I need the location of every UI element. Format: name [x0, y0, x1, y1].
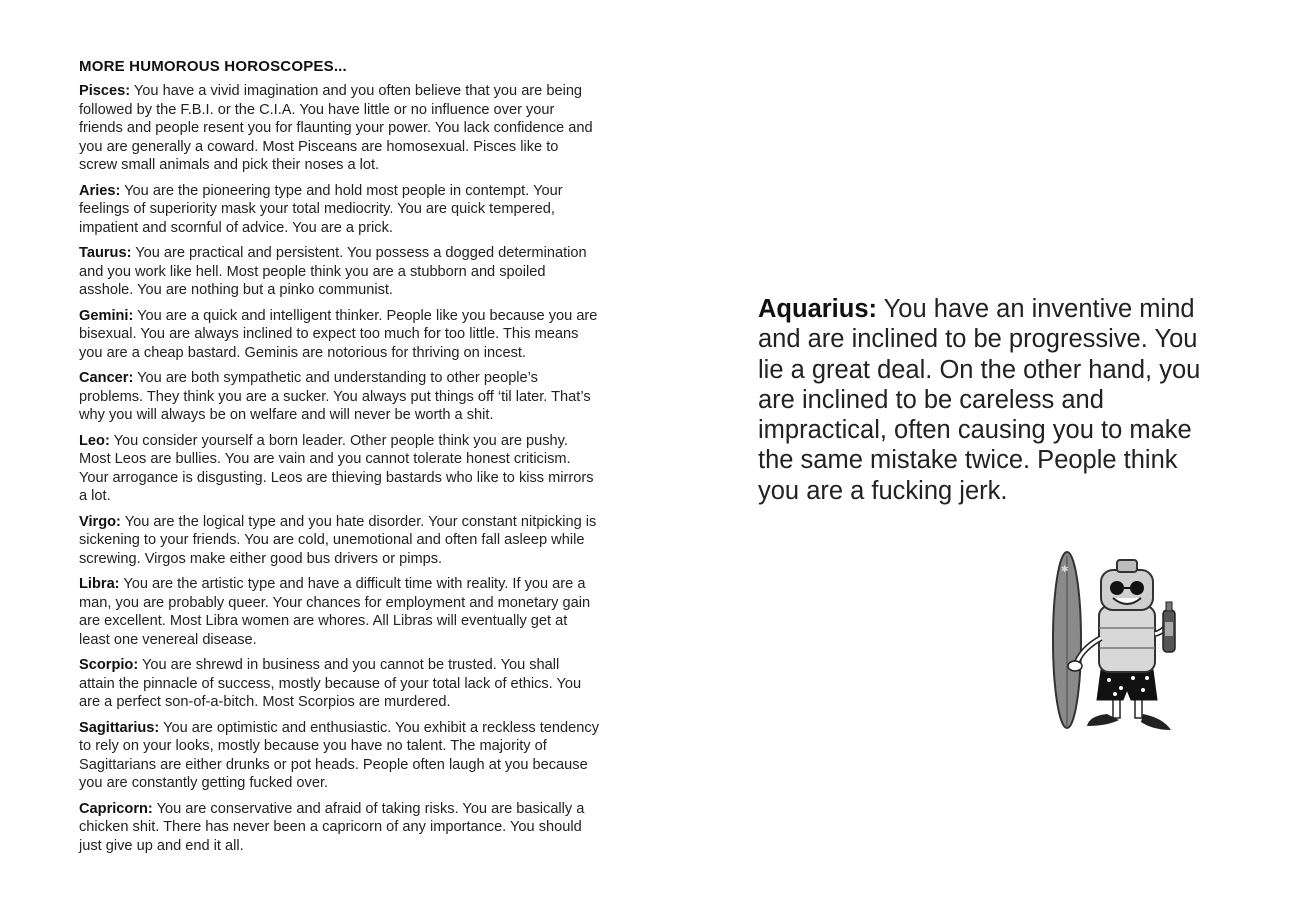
- entry-text: You are the artistic type and have a difficult time with reality. If you are a man, you are probably queer. Your chances for employment and monetary gain are excellent. Most Libra women are whores. All Libras will eventually get at least one venereal disease.: [79, 576, 591, 648]
- entry-text: You have a vivid imagination and you often believe that you are being followed by the F.B.I. or the C.I.A. You have little or no influence over your friends and people resent you for flaunting your power. You lack confidence and you are generally a coward. Most Pisceans are homosexual. Pisces like to screw small animals and pick their noses a lot.: [79, 83, 593, 173]
- entry-text: You are a quick and intelligent thinker. People like you because you are bisexual. You are always inclined to expect too much for too little. This means you are a cheap bastard. Geminis are notorious for thriving on incest.: [79, 307, 598, 361]
- water-cooler-jug-surfer-icon: [1035, 548, 1185, 748]
- aquarius-feature: [758, 294, 1208, 506]
- sign-name: Pisces:: [79, 83, 131, 99]
- sign-name: Virgo:: [79, 513, 121, 530]
- horoscope-entry-pisces: [79, 82, 599, 175]
- entry-text: You have an inventive mind and are inclined to be progressive. You lie a great deal. On the other hand, you are inclined to be careless and impractical, often causing you to make the same mistake twice. People think you are a fucking jerk.: [758, 295, 1201, 505]
- page-heading: MORE HUMOROUS HOROSCOPES...: [79, 58, 347, 75]
- entry-text: You are both sympathetic and understanding to other people’s problems. They think you are a sucker. You always put things off ‘til later. That’s why you will always be on welfare and will never be worth a shit.: [79, 370, 591, 423]
- sign-name: Capricorn:: [79, 800, 153, 817]
- surfboard-icon: [1053, 552, 1081, 728]
- horoscope-entry-sagittarius: [79, 719, 599, 793]
- entry-text: You are optimistic and enthusiastic. You exhibit a reckless tendency to rely on your looks, mostly because you have no talent. The majority of Sagittarians are either drunks or pot heads. People often laugh at you because you are constantly getting fucked over.: [79, 719, 599, 791]
- svg-text:✱: ✱: [1061, 565, 1069, 575]
- horoscope-entry-capricorn: [79, 800, 599, 856]
- horoscope-entry-scorpio: [79, 656, 599, 712]
- sign-name: Sagittarius:: [79, 719, 160, 736]
- horoscope-entry-leo: [79, 432, 599, 506]
- sign-name: Aquarius:: [758, 295, 878, 323]
- entry-text: You are conservative and afraid of taking risks. You are basically a chicken shit. There has never been a capricorn of any importance. You should just give up and end it all.: [79, 800, 585, 854]
- horoscope-entry-libra: [79, 575, 599, 649]
- sign-name: Aries:: [79, 182, 121, 199]
- horoscope-entry-virgo: [79, 513, 599, 569]
- entry-text: You consider yourself a born leader. Other people think you are pushy. Most Leos are bullies. You are vain and you cannot tolerate honest criticism. Your arrogance is disgusting. Leos are thieving bastards who like to kiss mirrors a lot.: [79, 432, 594, 504]
- entry-text: You are the logical type and you hate disorder. Your constant nitpicking is sickening to your friends. You are cold, unemotional and often fall asleep while screwing. Virgos make either good bus drivers or pimps.: [79, 513, 597, 567]
- sign-name: Leo:: [79, 432, 110, 449]
- entry-text: You are shrewd in business and you cannot be trusted. You shall attain the pinnacle of success, mostly because of your total lack of ethics. You are a perfect son-of-a-bitch. Most Scorpios are murdered.: [79, 657, 582, 710]
- sign-name: Gemini:: [79, 307, 134, 324]
- horoscope-entry-taurus: [79, 244, 599, 300]
- horoscope-entry-gemini: [79, 307, 599, 363]
- left-page: [79, 58, 599, 862]
- entry-text: You are the pioneering type and hold most people in contempt. Your feelings of superiority mask your total mediocrity. You are quick tempered, impatient and scornful of advice. You are a prick.: [79, 182, 563, 236]
- sign-name: Taurus:: [79, 245, 132, 261]
- horoscope-entry-aries: [79, 182, 599, 238]
- sign-name: Libra:: [79, 576, 120, 592]
- horoscope-entry-cancer: [79, 369, 599, 425]
- sign-name: Cancer:: [79, 370, 134, 386]
- sign-name: Scorpio:: [79, 657, 139, 673]
- entry-text: You are practical and persistent. You possess a dogged determination and you work like hell. Most people think you are a stubborn and spoiled asshole. You are nothing but a pinko communist.: [79, 245, 587, 298]
